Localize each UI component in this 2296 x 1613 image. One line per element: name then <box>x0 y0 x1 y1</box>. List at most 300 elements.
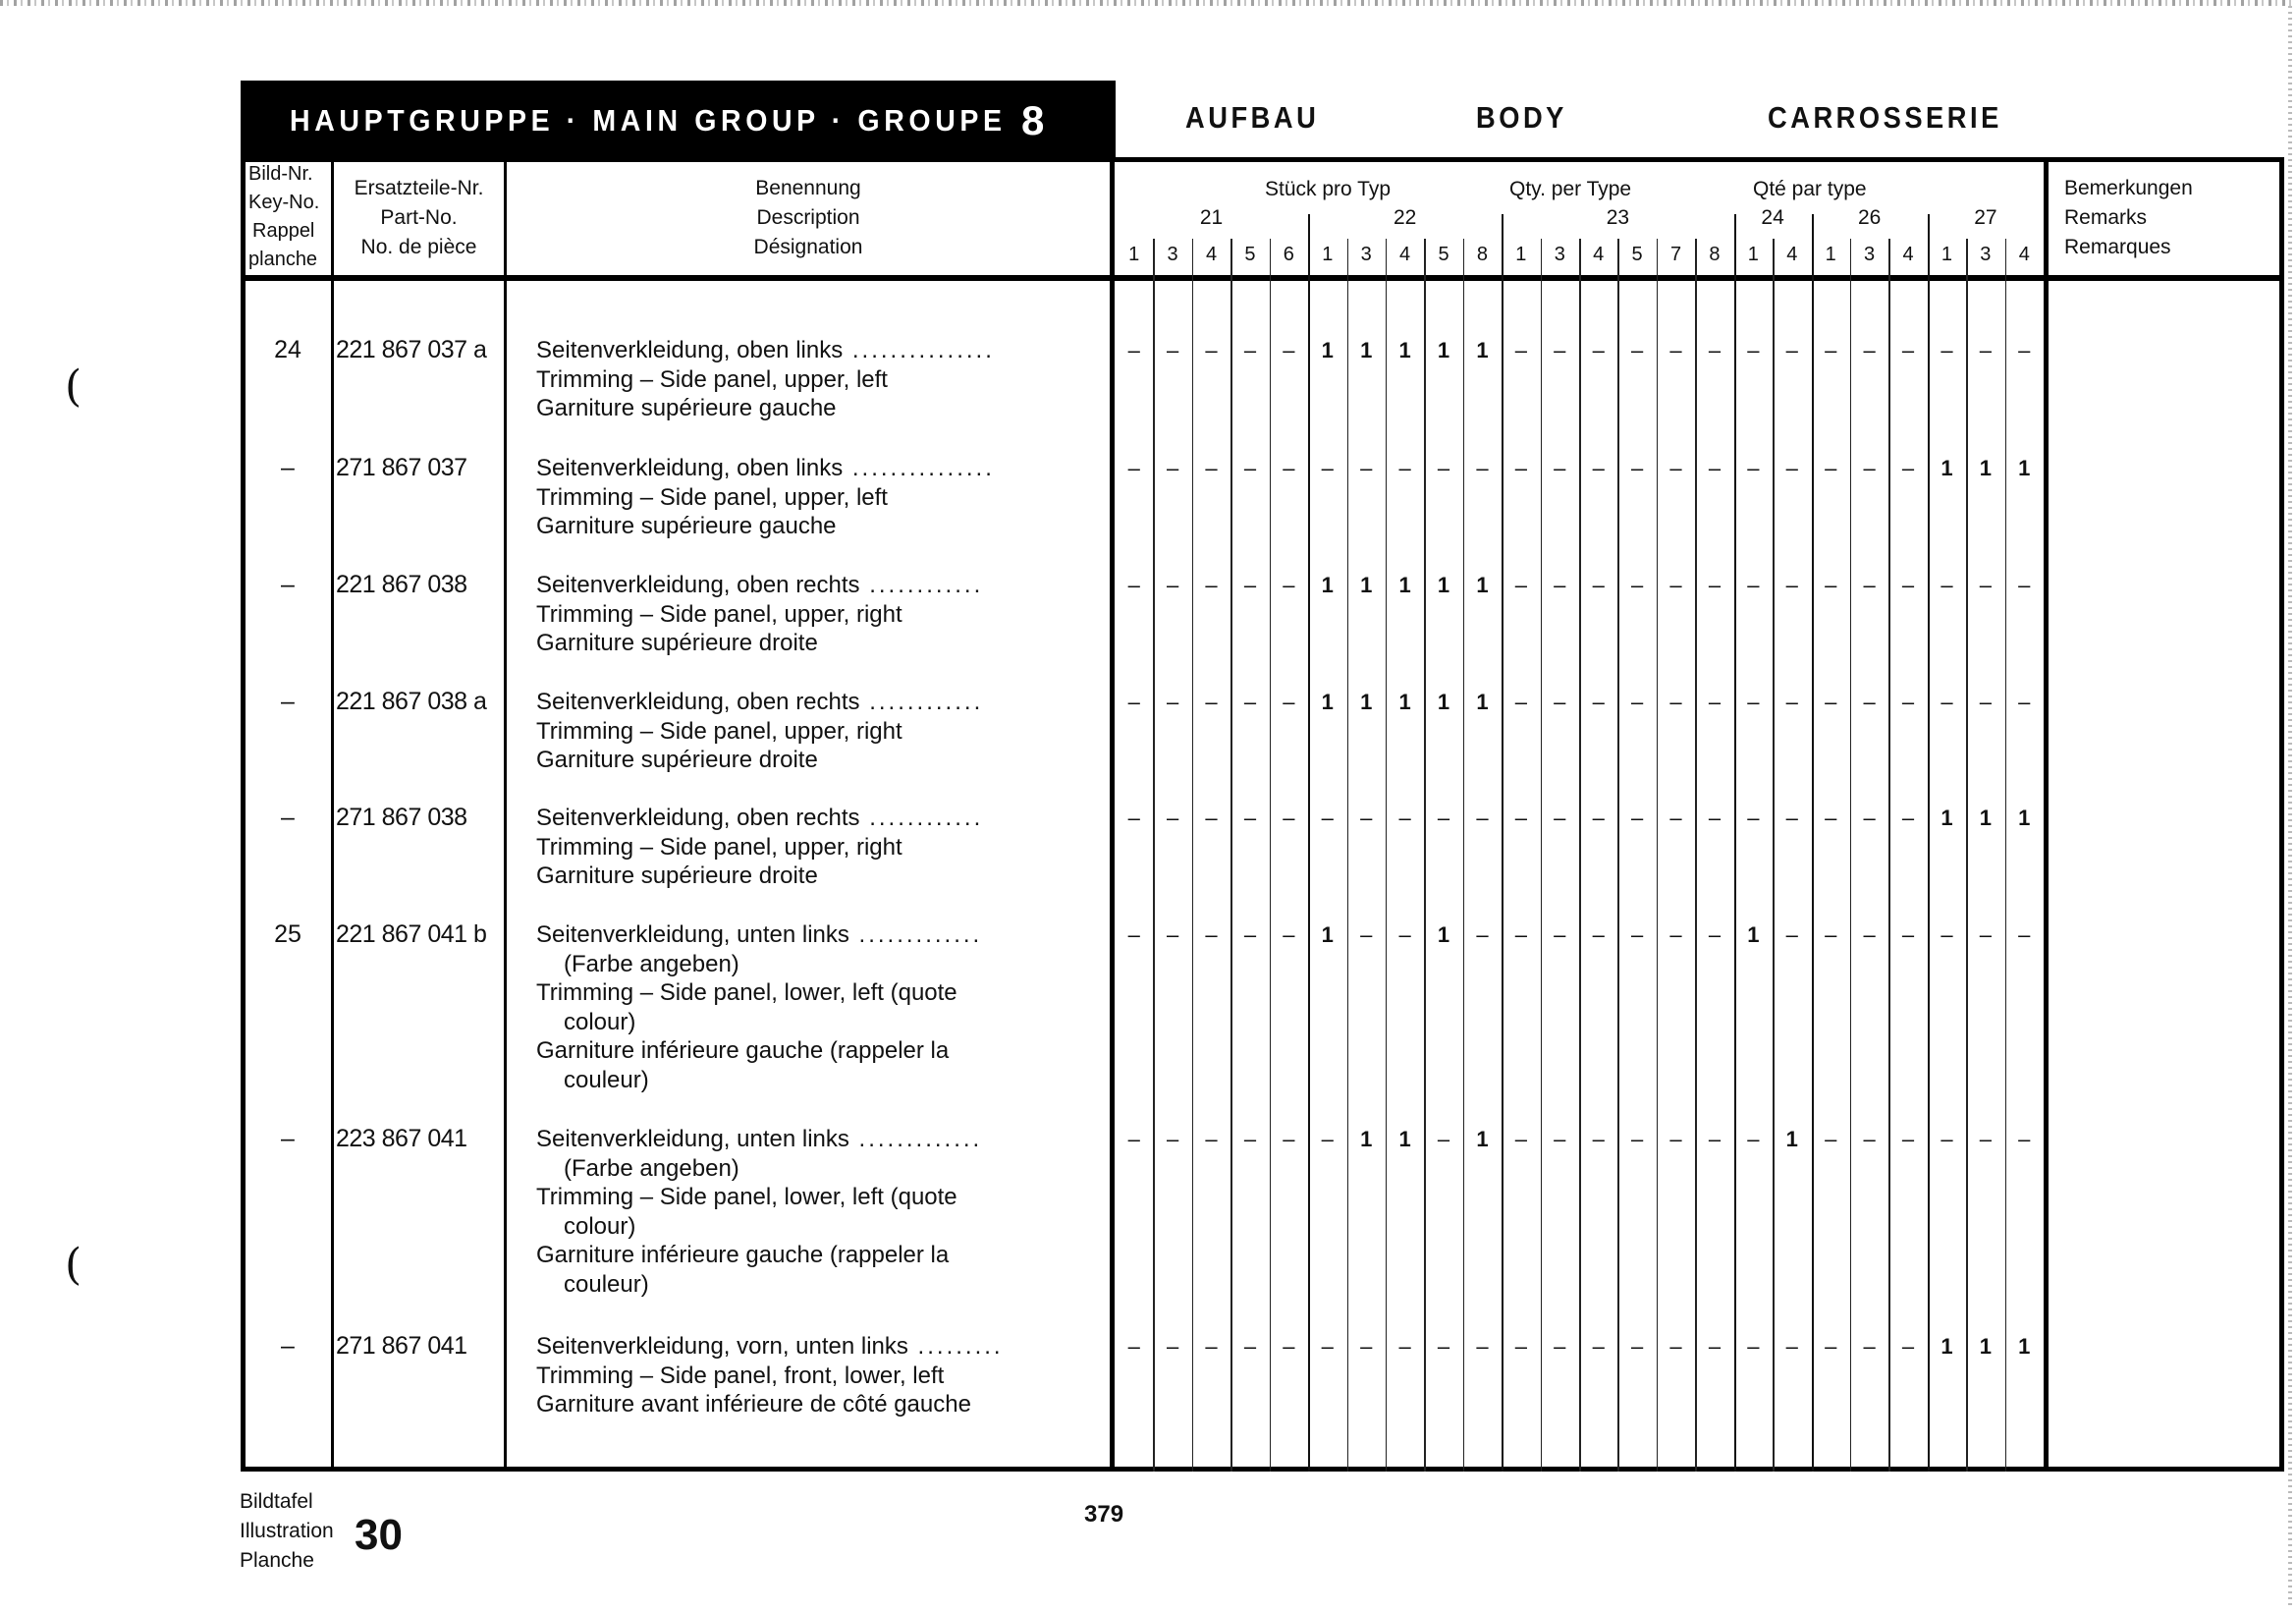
model-divider <box>1773 239 1775 1472</box>
quantity-cell: – <box>1941 1127 1953 1151</box>
quantity-cell: – <box>1825 573 1837 597</box>
model-divider <box>1695 239 1697 1472</box>
quantity-cell: – <box>1747 806 1760 830</box>
quantity-cell: 1 <box>1437 690 1450 714</box>
quantity-cell: – <box>1901 338 1915 362</box>
quantity-cell: – <box>1708 1334 1722 1359</box>
description-line: Seitenverkleidung, oben rechts ............ <box>536 689 984 715</box>
quantity-cell: – <box>1979 922 1992 947</box>
quantity-cell: – <box>1554 690 1566 714</box>
quantity-cell: – <box>2018 1127 2031 1151</box>
dot-leader: ............. <box>848 1126 983 1152</box>
part-no-header-de: Ersatzteile-Nr. <box>354 177 484 199</box>
quantity-cell: – <box>1127 1334 1140 1359</box>
quantity-cell: – <box>1592 1334 1605 1359</box>
description-line: Trimming – Side panel, front, lower, left <box>536 1362 945 1389</box>
key-no-header-fr2: planche <box>248 249 318 270</box>
quantity-cell: 1 <box>1941 1334 1953 1359</box>
quantity-cell: 1 <box>1398 1127 1411 1151</box>
quantity-cell: – <box>1592 338 1605 362</box>
quantity-cell: – <box>1321 456 1334 480</box>
quantity-cell: 1 <box>1476 1127 1489 1151</box>
quantity-cell: 1 <box>1476 690 1489 714</box>
model-divider <box>1424 239 1426 1472</box>
key-no-cell: – <box>281 571 295 598</box>
quantity-cell: – <box>1476 456 1489 480</box>
dot-leader: ............. <box>848 921 983 948</box>
quantity-cell: – <box>1901 1127 1915 1151</box>
model-number: 5 <box>1438 244 1449 265</box>
model-number: 3 <box>1864 244 1876 265</box>
dot-leader: ............... <box>843 455 995 481</box>
quantity-cell: – <box>1941 922 1953 947</box>
quantity-cell: – <box>1941 338 1953 362</box>
quantity-cell: – <box>1514 806 1527 830</box>
type-label: 24 <box>1761 206 1784 229</box>
quantity-cell: 1 <box>2018 1334 2031 1359</box>
quantity-cell: – <box>1592 806 1605 830</box>
quantity-cell: – <box>1127 806 1140 830</box>
quantity-cell: – <box>1901 690 1915 714</box>
quantity-cell: – <box>1166 690 1179 714</box>
section-title-fr: CARROSSERIE <box>1768 100 2002 135</box>
quantity-cell: – <box>1205 573 1218 597</box>
key-no-cell: – <box>281 688 295 715</box>
model-divider <box>1386 239 1388 1472</box>
quantity-cell: – <box>2018 690 2031 714</box>
quantity-cell: – <box>1592 1127 1605 1151</box>
quantity-cell: – <box>1592 690 1605 714</box>
model-divider <box>1463 239 1465 1472</box>
quantity-cell: – <box>1283 456 1295 480</box>
remarks-header-en: Remarks <box>2064 206 2148 229</box>
quantity-cell: – <box>1630 1127 1644 1151</box>
quantity-cell: – <box>1863 922 1876 947</box>
quantity-cell: – <box>1669 1127 1682 1151</box>
quantity-cell: – <box>1554 1127 1566 1151</box>
description-line: Garniture supérieure droite <box>536 630 818 656</box>
description-line: (Farbe angeben) <box>564 950 739 977</box>
quantity-cell: – <box>1283 922 1295 947</box>
quantity-cell: – <box>1166 456 1179 480</box>
quantity-cell: – <box>1785 806 1798 830</box>
quantity-cell: – <box>1825 338 1837 362</box>
dot-leader: ............ <box>859 689 984 715</box>
quantity-cell: – <box>1708 338 1722 362</box>
model-divider <box>1579 239 1581 1472</box>
quantity-cell: – <box>1825 456 1837 480</box>
model-number: 4 <box>2018 244 2030 265</box>
page-number: 379 <box>1084 1501 1124 1528</box>
quantity-cell: – <box>1669 1334 1682 1359</box>
description-line: Seitenverkleidung, unten links ............. <box>536 921 983 948</box>
quantity-cell: – <box>1476 1334 1489 1359</box>
quantity-cell: – <box>1592 922 1605 947</box>
quantity-cell: – <box>1863 1127 1876 1151</box>
type-label: 21 <box>1199 206 1224 229</box>
type-label: 22 <box>1393 206 1417 229</box>
quantity-cell: – <box>1166 1127 1179 1151</box>
qty-header-en: Qty. per Type <box>1509 178 1632 200</box>
quantity-cell: – <box>1825 1334 1837 1359</box>
quantity-cell: 1 <box>1785 1127 1798 1151</box>
quantity-cell: 1 <box>1979 1334 1992 1359</box>
part-no-cell: 271 867 038 <box>336 804 467 831</box>
model-number: 3 <box>1980 244 1992 265</box>
qty-header-fr: Qté par type <box>1753 178 1867 200</box>
model-divider <box>1966 239 1968 1472</box>
section-title-en: BODY <box>1476 100 1567 135</box>
type-label: 23 <box>1606 206 1630 229</box>
quantity-cell: – <box>1669 456 1682 480</box>
model-number: 1 <box>1825 244 1836 265</box>
illustration-label-en: Illustration <box>240 1520 334 1542</box>
description-cell <box>536 1125 1086 1299</box>
quantity-cell: – <box>1669 338 1682 362</box>
quantity-cell: – <box>1747 1334 1760 1359</box>
main-group-banner <box>241 81 1116 161</box>
quantity-cell: – <box>1398 1334 1411 1359</box>
key-no-cell: – <box>281 1332 295 1360</box>
quantity-cell: 1 <box>1321 690 1334 714</box>
quantity-cell: – <box>1127 690 1140 714</box>
description-line: Seitenverkleidung, oben links ............... <box>536 337 995 363</box>
quantity-cell: 1 <box>1437 573 1450 597</box>
quantity-cell: – <box>1283 690 1295 714</box>
key-no-header-de: Bild-Nr. <box>248 163 313 185</box>
key-no-cell: – <box>281 804 295 831</box>
key-no-cell: 25 <box>274 920 301 948</box>
description-line: Garniture supérieure droite <box>536 747 818 773</box>
quantity-cell: – <box>1941 573 1953 597</box>
description-cell <box>536 804 1086 891</box>
quantity-cell: – <box>1747 1127 1760 1151</box>
description-line: Trimming – Side panel, upper, left <box>536 365 888 393</box>
quantity-cell: 1 <box>1398 573 1411 597</box>
description-cell <box>536 571 1086 658</box>
quantity-cell: 1 <box>1437 338 1450 362</box>
description-line: Seitenverkleidung, vorn, unten links ......... <box>536 1333 1004 1360</box>
quantity-cell: 1 <box>1321 338 1334 362</box>
quantity-cell: 1 <box>1941 456 1953 480</box>
quantity-cell: – <box>2018 338 2031 362</box>
quantity-cell: 1 <box>1321 922 1334 947</box>
quantity-cell: – <box>2018 573 2031 597</box>
binding-hole-mark: ( <box>65 362 82 412</box>
part-no-header <box>334 174 504 262</box>
model-number: 1 <box>1515 244 1527 265</box>
model-number: 1 <box>1128 244 1140 265</box>
quantity-cell: – <box>1901 573 1915 597</box>
dot-leader: ............ <box>859 572 984 598</box>
description-line: Garniture inférieure gauche (rappeler la <box>536 1037 950 1064</box>
quantity-cell: – <box>1514 1334 1527 1359</box>
description-line: colour) <box>564 1008 636 1035</box>
quantity-cell: – <box>1360 1334 1373 1359</box>
quantity-cell: – <box>1554 456 1566 480</box>
quantity-cell: – <box>1901 922 1915 947</box>
model-divider <box>1617 239 1619 1472</box>
quantity-cell: 1 <box>1476 338 1489 362</box>
description-line: Seitenverkleidung, unten links ............. <box>536 1126 983 1152</box>
quantity-cell: 1 <box>1747 922 1760 947</box>
quantity-cell: – <box>1283 573 1295 597</box>
part-no-cell: 221 867 038 <box>336 571 467 598</box>
quantity-cell: – <box>1979 690 1992 714</box>
quantity-cell: – <box>1630 456 1644 480</box>
quantity-cell: – <box>1243 456 1257 480</box>
quantity-cell: – <box>1514 1127 1527 1151</box>
model-number: 7 <box>1669 244 1682 265</box>
type-divider <box>1308 214 1310 1472</box>
quantity-cell: – <box>1243 338 1257 362</box>
key-no-cell: – <box>281 454 295 481</box>
column-divider <box>2044 161 2049 1472</box>
quantity-cell: – <box>1283 338 1295 362</box>
quantity-cell: – <box>1554 922 1566 947</box>
model-number: 1 <box>1322 244 1334 265</box>
quantity-cell: – <box>1398 922 1411 947</box>
quantity-cell: – <box>1747 690 1760 714</box>
description-line: Seitenverkleidung, oben rechts ............ <box>536 572 984 598</box>
quantity-cell: – <box>1243 573 1257 597</box>
quantity-cell: – <box>1205 338 1218 362</box>
description-line: Garniture supérieure gauche <box>536 513 837 539</box>
group-number: 8 <box>1021 97 1045 143</box>
quantity-cell: – <box>1127 338 1140 362</box>
quantity-cell: – <box>1321 806 1334 830</box>
illustration-label <box>240 1487 334 1576</box>
quantity-cell: – <box>1205 806 1218 830</box>
model-divider <box>1153 239 1155 1472</box>
quantity-cell: – <box>1205 456 1218 480</box>
quantity-cell: – <box>1863 1334 1876 1359</box>
quantity-cell: – <box>1321 1334 1334 1359</box>
quantity-cell: – <box>1747 456 1760 480</box>
scan-edge-top <box>0 0 2296 6</box>
type-label: 26 <box>1857 206 1882 229</box>
quantity-cell: – <box>1166 338 1179 362</box>
model-number: 5 <box>1244 244 1256 265</box>
key-no-header-fr: Rappel <box>252 220 315 242</box>
key-no-cell: – <box>281 1125 295 1152</box>
quantity-cell: – <box>1514 573 1527 597</box>
quantity-cell: – <box>1863 806 1876 830</box>
quantity-cell: – <box>1825 690 1837 714</box>
quantity-cell: – <box>1901 456 1915 480</box>
quantity-cell: 1 <box>2018 456 2031 480</box>
type-divider <box>1812 214 1814 1472</box>
quantity-cell: – <box>1243 1127 1257 1151</box>
model-number: 4 <box>1205 244 1218 265</box>
header-bottom-rule <box>241 275 2284 281</box>
quantity-cell: 1 <box>1398 690 1411 714</box>
model-number: 3 <box>1360 244 1372 265</box>
description-line: Trimming – Side panel, upper, right <box>536 717 902 745</box>
quantity-cell: – <box>1863 338 1876 362</box>
quantity-cell: – <box>1283 806 1295 830</box>
description-header-de: Benennung <box>755 177 861 199</box>
quantity-cell: 1 <box>1476 573 1489 597</box>
quantity-cell: – <box>1360 806 1373 830</box>
quantity-cell: – <box>1863 456 1876 480</box>
quantity-cell: – <box>1437 1127 1450 1151</box>
model-divider <box>1347 239 1349 1472</box>
quantity-cell: – <box>1554 338 1566 362</box>
quantity-cell: – <box>1630 690 1644 714</box>
description-line: Trimming – Side panel, upper, right <box>536 833 902 861</box>
key-no-header-en: Key-No. <box>248 192 320 213</box>
quantity-cell: – <box>1166 1334 1179 1359</box>
illustration-label-de: Bildtafel <box>240 1490 313 1513</box>
quantity-cell: – <box>1785 922 1798 947</box>
model-number: 8 <box>1709 244 1721 265</box>
main-group-title: HAUPTGRUPPE · MAIN GROUP · GROUPE <box>290 103 1007 138</box>
part-no-cell: 221 867 038 a <box>336 688 487 715</box>
quantity-cell: – <box>1166 573 1179 597</box>
quantity-cell: – <box>1630 806 1644 830</box>
illustration-label-fr: Planche <box>240 1549 314 1572</box>
quantity-cell: – <box>1785 338 1798 362</box>
header-top-rule <box>1116 157 2284 162</box>
description-line: Garniture avant inférieure de côté gauche <box>536 1391 971 1418</box>
model-number: 1 <box>1747 244 1759 265</box>
description-cell <box>536 920 1086 1094</box>
quantity-cell: – <box>1630 922 1644 947</box>
key-no-header <box>248 160 331 274</box>
quantity-cell: – <box>1205 1334 1218 1359</box>
dot-leader: ............ <box>859 805 984 831</box>
quantity-cell: – <box>1785 690 1798 714</box>
quantity-cell: – <box>1941 690 1953 714</box>
part-no-cell: 221 867 041 b <box>336 920 487 948</box>
qty-header-de: Stück pro Typ <box>1265 178 1392 200</box>
quantity-cell: – <box>1630 338 1644 362</box>
type-divider <box>1928 214 1930 1472</box>
quantity-cell: – <box>1437 456 1450 480</box>
model-number: 4 <box>1593 244 1605 265</box>
quantity-cell: – <box>1437 806 1450 830</box>
quantity-cell: – <box>1979 573 1992 597</box>
quantity-cell: – <box>1166 806 1179 830</box>
quantity-cell: – <box>1514 456 1527 480</box>
quantity-cell: – <box>1979 338 1992 362</box>
quantity-cell: – <box>1554 806 1566 830</box>
remarks-header <box>2064 174 2280 262</box>
quantity-cell: – <box>1127 1127 1140 1151</box>
remarks-header-fr: Remarques <box>2064 236 2171 258</box>
quantity-cell: – <box>1205 922 1218 947</box>
part-no-cell: 221 867 037 a <box>336 336 487 363</box>
quantity-cell: – <box>1514 922 1527 947</box>
quantity-cell: – <box>1166 922 1179 947</box>
quantity-cell: – <box>1205 1127 1218 1151</box>
model-divider <box>2005 239 2007 1472</box>
quantity-cell: – <box>1360 456 1373 480</box>
description-cell <box>536 688 1086 775</box>
key-no-cell: 24 <box>274 336 301 363</box>
description-line: Garniture supérieure gauche <box>536 395 837 421</box>
quantity-cell: – <box>1630 573 1644 597</box>
quantity-cell: – <box>1979 1127 1992 1151</box>
scan-edge-right <box>2288 6 2292 1607</box>
quantity-cell: – <box>1669 922 1682 947</box>
description-line: Trimming – Side panel, lower, left (quote <box>536 1184 957 1210</box>
part-no-cell: 271 867 037 <box>336 454 467 481</box>
quantity-cell: 1 <box>1321 573 1334 597</box>
binding-hole-mark: ( <box>65 1240 82 1290</box>
section-title-de: AUFBAU <box>1185 100 1320 135</box>
part-no-cell: 223 867 041 <box>336 1125 467 1152</box>
model-number: 4 <box>1902 244 1914 265</box>
quantity-cell: – <box>1708 1127 1722 1151</box>
quantity-cell: – <box>2018 922 2031 947</box>
quantity-cell: – <box>1283 1127 1295 1151</box>
model-divider <box>1888 239 1890 1472</box>
description-line: Garniture inférieure gauche (rappeler la <box>536 1242 950 1268</box>
description-line: colour) <box>564 1212 636 1240</box>
quantity-cell: 1 <box>1398 338 1411 362</box>
model-divider <box>1541 239 1543 1472</box>
quantity-cell: – <box>1554 573 1566 597</box>
model-divider <box>1270 239 1272 1472</box>
quantity-cell: – <box>1360 922 1373 947</box>
quantity-cell: – <box>1205 690 1218 714</box>
quantity-cell: – <box>1863 573 1876 597</box>
model-number: 8 <box>1476 244 1489 265</box>
quantity-cell: – <box>1554 1334 1566 1359</box>
column-divider <box>504 161 507 1472</box>
quantity-cell: – <box>1669 690 1682 714</box>
model-number: 6 <box>1283 244 1294 265</box>
quantity-cell: 1 <box>1437 922 1450 947</box>
quantity-cell: 1 <box>2018 806 2031 830</box>
description-cell <box>536 454 1086 541</box>
quantity-cell: – <box>1243 922 1257 947</box>
quantity-cell: 1 <box>1979 456 1992 480</box>
quantity-cell: 1 <box>1941 806 1953 830</box>
dot-leader: ............... <box>843 337 995 363</box>
illustration-number: 30 <box>355 1511 403 1559</box>
quantity-cell: – <box>1398 806 1411 830</box>
part-no-header-en: Part-No. <box>380 206 458 229</box>
description-line: Trimming – Side panel, upper, left <box>536 483 888 511</box>
quantity-cell: – <box>1476 922 1489 947</box>
model-divider <box>1230 239 1232 1472</box>
quantity-cell: – <box>1592 573 1605 597</box>
part-no-header-fr: No. de pièce <box>360 236 477 258</box>
model-divider <box>1850 239 1852 1472</box>
quantity-cell: – <box>1514 690 1527 714</box>
quantity-cell: – <box>1708 456 1722 480</box>
description-cell <box>536 336 1086 423</box>
description-header <box>507 174 1110 262</box>
quantity-cell: – <box>1243 1334 1257 1359</box>
description-cell <box>536 1332 1086 1419</box>
quantity-cell: – <box>1476 806 1489 830</box>
model-number: 5 <box>1631 244 1643 265</box>
model-number: 4 <box>1786 244 1798 265</box>
description-line: couleur) <box>564 1066 649 1093</box>
model-number: 3 <box>1554 244 1565 265</box>
dot-leader: ......... <box>907 1333 1004 1360</box>
quantity-cell: – <box>1825 922 1837 947</box>
quantity-cell: – <box>1127 456 1140 480</box>
model-number: 4 <box>1399 244 1411 265</box>
quantity-cell: – <box>1708 690 1722 714</box>
description-line: Trimming – Side panel, upper, right <box>536 600 902 628</box>
quantity-cell: – <box>1785 1334 1798 1359</box>
